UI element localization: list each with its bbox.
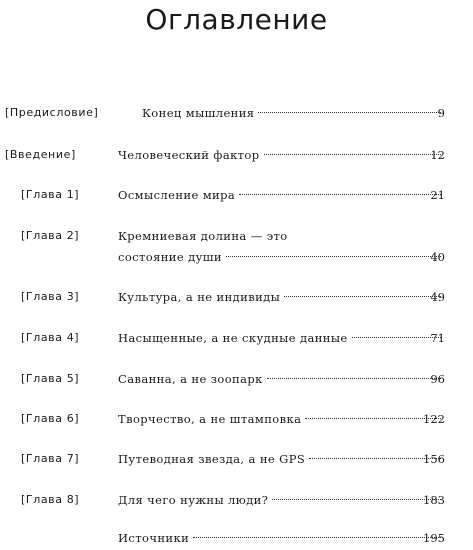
toc-entry-label: [Глава 6]: [21, 412, 80, 425]
dot-leader: [284, 296, 441, 297]
dot-leader: [267, 378, 441, 379]
toc-entry-label: [Глава 4]: [21, 331, 80, 344]
toc-entry-page: 122: [423, 412, 445, 426]
toc-entry-page: 71: [430, 331, 445, 345]
toc-entry-title: Для чего нужны люди?: [118, 493, 269, 507]
dot-leader: [239, 194, 441, 195]
toc-entry-page: 21: [430, 188, 445, 202]
toc-entry-title-line: [118, 529, 445, 547]
toc-entry-page: 96: [430, 372, 445, 386]
toc-entry-title-line: [118, 186, 445, 204]
toc-entry-title: Культура, а не индивиды: [118, 290, 281, 304]
toc-entry-label: [Глава 8]: [21, 493, 80, 506]
toc-entry-title-line: [118, 146, 445, 164]
dot-leader: [258, 112, 441, 113]
toc-entry-page: 195: [423, 531, 445, 545]
toc-entry-label: [Глава 2]: [21, 229, 80, 242]
toc-entry-title: Творчество, а не штамповка: [118, 412, 302, 426]
toc-entry-title-continued: состояние души: [118, 250, 222, 264]
toc-entry-title-line: [118, 329, 445, 347]
page-title: Оглавление: [145, 3, 328, 36]
toc-entry-page: 9: [437, 106, 445, 120]
toc-entry-title: Путеводная звезда, а не GPS: [118, 452, 306, 466]
dot-leader: [272, 499, 441, 500]
toc-entry-title-line: [118, 450, 445, 468]
toc-entry-title: Кремниевая долина — это: [118, 229, 288, 243]
toc-entry-page: 156: [423, 452, 445, 466]
dot-leader: [309, 458, 441, 459]
dot-leader: [305, 418, 441, 419]
toc-entry-page: 12: [430, 148, 445, 162]
toc-entry-title: Насыщенные, а не скудные данные: [118, 331, 348, 345]
dot-leader: [193, 537, 441, 538]
dot-leader: [264, 154, 441, 155]
toc-entry-title: Осмысление мира: [118, 188, 236, 202]
dot-leader: [226, 256, 441, 257]
toc-entry-title-line: [118, 491, 445, 509]
toc-entry-title-line: [118, 288, 445, 306]
toc-entry-title-line: [118, 410, 445, 428]
toc-entry-title-line: [142, 104, 445, 122]
toc-entry-label: [Глава 7]: [21, 452, 80, 465]
toc-entry-title: Человеческий фактор: [118, 148, 260, 162]
toc-entry-title-line: [118, 248, 445, 266]
toc-entry-label: [Предисловие]: [5, 106, 99, 119]
toc-entry-title: Источники: [118, 531, 190, 545]
toc-entry-title-line: [118, 370, 445, 388]
toc-entry-title: Саванна, а не зоопарк: [118, 372, 263, 386]
toc-entry-label: [Глава 1]: [21, 188, 80, 201]
toc-entry-page: 40: [430, 250, 445, 264]
toc-entry-label: [Глава 5]: [21, 372, 80, 385]
toc-entry-page: 183: [423, 493, 445, 507]
toc-entry-label: [Введение]: [5, 148, 76, 161]
dot-leader: [352, 337, 441, 338]
toc-entry-title: Конец мышления: [142, 106, 255, 120]
toc-entry-page: 49: [430, 290, 445, 304]
toc-entry-label: [Глава 3]: [21, 290, 80, 303]
